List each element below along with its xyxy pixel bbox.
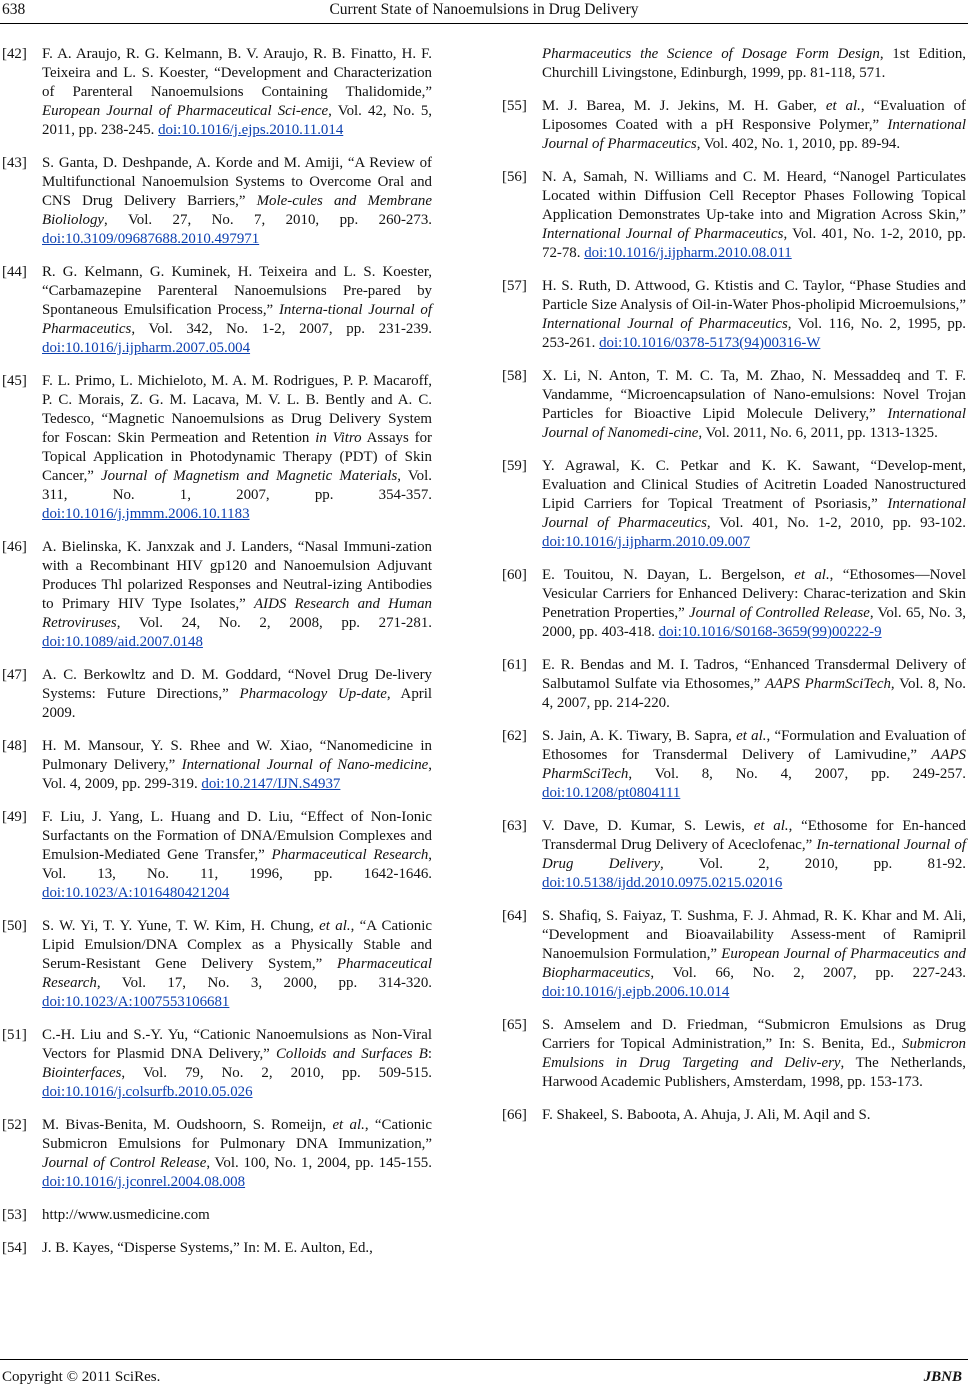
- reference-text: [42, 45, 432, 140]
- reference-segment: , April 2009.: [42, 686, 432, 721]
- doi-link[interactable]: doi:10.3109/09687688.2010.497971: [42, 231, 260, 247]
- italic-title: Journal of Control Release: [42, 1155, 207, 1171]
- italic-title: Interna-tional Journal of Pharmaceutics: [42, 302, 432, 337]
- reference-entry: [2, 1206, 432, 1225]
- reference-number: [502, 45, 542, 83]
- reference-segment: Y. Agrawal, K. C. Petkar and K. K. Sawant, “Develop-ment, Evaluation and Clinical Studies of Acitretin Loaded Nanostructured Lipid Carriers for Topical Treatment of Psoriasis,”: [542, 458, 966, 512]
- italic-title: Pharmacology Up-date: [239, 686, 387, 702]
- reference-number: [58]: [502, 368, 527, 384]
- reference-text: [42, 737, 432, 794]
- reference-entry: [2, 1026, 432, 1102]
- reference-segment: , “A Cationic Lipid Emulsion/DNA Complex as a Physically Stable and Serum-Resistant Gene Delivery System,”: [42, 918, 432, 972]
- reference-segment: E. Touitou, N. Dayan, L. Bergelson,: [542, 567, 795, 583]
- reference-entry: [2, 263, 432, 358]
- running-title: Current State of Nanoemulsions in Drug Delivery: [329, 1, 639, 18]
- reference-segment: , Vol. 17, No. 3, 2000, pp. 314-320.: [96, 975, 432, 991]
- reference-segment: A. C. Berkowltz and D. M. Goddard, “Novel Drug De-livery Systems: Future Directions,”: [42, 667, 432, 702]
- reference-number: [57]: [502, 278, 527, 294]
- reference-segment: , The Netherlands, Harwood Academic Publishers, Amsterdam, 1998, pp. 153-173.: [542, 1055, 966, 1090]
- italic-title: et al.: [794, 567, 830, 583]
- reference-segment: http://www.usmedicine.com: [42, 1207, 210, 1223]
- reference-segment: , Vol. 311, No. 1, 2007, pp. 354-357.: [42, 468, 432, 503]
- reference-segment: , Vol. 8, No. 4, 2007, pp. 249-257.: [628, 766, 966, 782]
- reference-segment: M. Bivas-Benita, M. Oudshoorn, S. Romeijn,: [42, 1117, 333, 1133]
- reference-segment: , Vol. 402, No. 1, 2010, pp. 89-94.: [696, 136, 901, 152]
- reference-segment: , Vol. 401, No. 1-2, 2010, pp. 93-102.: [706, 515, 966, 531]
- reference-segment: , Vol. 401, No. 1-2, 2010, pp. 72-78.: [542, 226, 966, 261]
- reference-number: [47]: [2, 667, 27, 683]
- italic-title: In-ternational Journal of Drug Delivery: [542, 837, 966, 872]
- reference-text: [42, 538, 432, 652]
- doi-link[interactable]: doi:10.1016/j.ijpharm.2007.05.004: [42, 340, 251, 356]
- reference-segment: , Vol. 4, 2009, pp. 299-319.: [42, 757, 432, 792]
- reference-text: [42, 1239, 432, 1258]
- reference-entry: [502, 907, 966, 1002]
- reference-entry: [502, 817, 966, 893]
- italic-title: Journal of Magnetism and Magnetic Materials: [101, 468, 398, 484]
- reference-number: [42]: [2, 46, 27, 62]
- reference-number: [56]: [502, 169, 527, 185]
- reference-text: [42, 808, 432, 903]
- reference-entry: [502, 97, 966, 154]
- reference-entry: [502, 1106, 966, 1125]
- italic-title: European Journal of Pharmaceutics and Biopharmaceutics: [542, 946, 966, 981]
- italic-title: Pharmaceutical Research: [271, 847, 429, 863]
- italic-title: et al.: [332, 1117, 365, 1133]
- reference-entry: [502, 457, 966, 552]
- reference-text: [542, 367, 966, 443]
- reference-segment: , “Cationic Submicron Emulsions for Pulmonary DNA Immunization,”: [42, 1117, 432, 1152]
- reference-number: [55]: [502, 98, 527, 114]
- reference-number: [62]: [502, 728, 527, 744]
- doi-link[interactable]: doi:10.1016/j.ijpharm.2010.09.007: [542, 534, 751, 550]
- reference-number: [54]: [2, 1240, 27, 1256]
- reference-entry: [2, 737, 432, 794]
- doi-link[interactable]: doi:10.2147/IJN.S4937: [201, 776, 341, 792]
- reference-segment: , Vol. 100, No. 1, 2004, pp. 145-155.: [206, 1155, 432, 1171]
- reference-number: [50]: [2, 918, 27, 934]
- italic-title: International Journal of Nano-medicine: [181, 757, 429, 773]
- italic-title: et al.: [825, 98, 861, 114]
- reference-segment: Assays for Topical Application in Photodynamic Therapy (PDT) of Skin Cancer,”: [42, 430, 432, 484]
- reference-segment: E. R. Bendas and M. I. Tadros, “Enhanced Transdermal Delivery of Salbutamol Sulfate via Ethosomes,”: [542, 657, 966, 692]
- reference-number: [64]: [502, 908, 527, 924]
- reference-segment: , Vol. 24, No. 2, 2008, pp. 271-281.: [116, 615, 432, 631]
- reference-entry: [2, 917, 432, 1012]
- reference-text: [542, 727, 966, 803]
- reference-text: [42, 666, 432, 723]
- reference-segment: V. Dave, D. Kumar, S. Lewis,: [542, 818, 754, 834]
- reference-entry: [2, 372, 432, 524]
- reference-segment: , “Ethosomes—Novel Vesicular Carriers for Enhanced Delivery: Charac-terization and Skin Penetration Properties,”: [542, 567, 966, 621]
- italic-title: Submicron Emulsions in Drug Targeting and Deliv-ery: [542, 1036, 966, 1071]
- doi-link[interactable]: doi:10.1089/aid.2007.0148: [42, 634, 203, 650]
- reference-segment: F. L. Primo, L. Michieloto, M. A. M. Rodrigues, P. P. Macaroff, P. C. Morais, Z. G. M. Lacava, M. V. L. B. Bently and A. C. Tedesco, “Magnetic Nanoemulsions as Drug Delivery System for Foscan: Skin Permeation and Retention: [42, 373, 432, 446]
- reference-number: [60]: [502, 567, 527, 583]
- reference-text: [42, 1026, 432, 1102]
- reference-number: [53]: [2, 1207, 27, 1223]
- reference-number: [51]: [2, 1027, 27, 1043]
- reference-segment: , Vol. 65, No. 3, 2000, pp. 403-418.: [542, 605, 966, 640]
- italic-title: International Journal of Pharmaceutics: [542, 316, 788, 332]
- reference-segment: , Vol. 2, 2010, pp. 81-92.: [660, 856, 967, 872]
- reference-segment: A. Bielinska, K. Janxzak and J. Landers, “Nasal Immuni-zation with a Recombinant HIV gp120 and Nanoemulsion Adjuvant Produces Thl polarized Responses and Neutral-izing Antibodies to Primary HIV Type Isolates,”: [42, 539, 432, 612]
- reference-segment: , “Formulation and Evaluation of Ethosomes for Transdermal Delivery of Lamivudine,”: [542, 728, 966, 763]
- reference-text: [42, 1206, 432, 1225]
- reference-segment: S. Jain, A. K. Tiwary, B. Sapra,: [542, 728, 737, 744]
- reference-segment: S. Shafiq, S. Faiyaz, T. Sushma, F. J. Ahmad, R. K. Khar and M. Ali, “Development and Bioavailability Assess-ment of Ramipril Nanoemulsion Formulation,”: [542, 908, 966, 962]
- reference-segment: R. G. Kelmann, G. Kuminek, H. Teixeira and L. S. Koester, “Carbamazepine Parenteral Nanoemulsions Pre-pared by Spontaneous Emulsification Process,”: [42, 264, 432, 318]
- reference-text: [542, 656, 966, 713]
- reference-entry: [502, 566, 966, 642]
- reference-number: [43]: [2, 155, 27, 171]
- reference-segment: , Vol. 66, No. 2, 2007, pp. 227-243.: [650, 965, 966, 981]
- page-number: 638: [2, 1, 26, 18]
- reference-segment: , “Ethosome for En-hanced Transdermal Drug Delivery of Aceclofenac,”: [542, 818, 966, 853]
- italic-title: Journal of Controlled Release: [688, 605, 870, 621]
- reference-entry: [502, 45, 966, 83]
- reference-text: [542, 907, 966, 1002]
- reference-segment: S. Ganta, D. Deshpande, A. Korde and M. Amiji, “A Review of Multifunctional Nanoemulsion Systems to Overcome Oral and CNS Drug Delivery Barriers,”: [42, 155, 432, 209]
- doi-link[interactable]: doi:10.1016/j.colsurfb.2010.05.026: [42, 1084, 253, 1100]
- reference-text: [42, 917, 432, 1012]
- reference-segment: :: [427, 1046, 432, 1062]
- reference-entry: [2, 538, 432, 652]
- references-left-column: [2, 45, 432, 1272]
- page-header: [0, 0, 968, 24]
- reference-segment: , Vol. 79, No. 2, 2010, pp. 509-515.: [121, 1065, 432, 1081]
- doi-link[interactable]: doi:10.1016/S0168-3659(99)00222-9: [658, 624, 882, 640]
- doi-link[interactable]: doi:10.1016/j.jconrel.2004.08.008: [42, 1174, 246, 1190]
- reference-entry: [2, 808, 432, 903]
- reference-segment: , Vol. 8, No. 4, 2007, pp. 214-220.: [542, 676, 966, 711]
- reference-segment: N. A, Samah, N. Williams and C. M. Heard, “Nanogel Particulates Located within Diffusion Cell Receptor Phases Following Topical Application Demonstrates Up-take into and Migration Across Skin,”: [542, 169, 966, 223]
- reference-segment: , Vol. 27, No. 7, 2010, pp. 260-273.: [104, 212, 432, 228]
- reference-segment: H. S. Ruth, D. Attwood, G. Ktistis and C. Taylor, “Phase Studies and Particle Size Analysis of Oil-in-Water Phos-pholipid Microemulsions,”: [542, 278, 966, 313]
- reference-text: [542, 97, 966, 154]
- italic-title: et al.: [753, 818, 789, 834]
- page-footer: [0, 1351, 968, 1386]
- reference-entry: [502, 367, 966, 443]
- reference-segment: , Vol. 342, No. 1-2, 2007, pp. 231-239.: [131, 321, 432, 337]
- reference-segment: , Vol. 116, No. 2, 1995, pp. 253-261.: [542, 316, 967, 351]
- italic-title: Pharmaceutical Research: [42, 956, 432, 991]
- italic-title: International Journal of Nanomedi-cine: [542, 406, 966, 441]
- reference-segment: , Vol. 2011, No. 6, 2011, pp. 1313-1325.: [698, 425, 938, 441]
- reference-entry: [2, 45, 432, 140]
- italic-title: Biointerfaces: [42, 1065, 122, 1081]
- reference-number: [49]: [2, 809, 27, 825]
- references-right-column: [502, 45, 966, 1139]
- reference-segment: S. Amselem and D. Friedman, “Submicron Emulsions as Drug Carriers for Topical Administration,” In: S. Benita, Ed.,: [542, 1017, 966, 1052]
- reference-segment: F. A. Araujo, R. G. Kelmann, B. V. Araujo, R. B. Finatto, H. F. Teixeira and L. S. Koester, “Development and Characterization of Parenteral Nanoemulsions Containing Thalidomide,”: [42, 46, 432, 100]
- italic-title: Colloids and Surfaces B: [276, 1046, 428, 1062]
- reference-text: [542, 168, 966, 263]
- reference-segment: H. M. Mansour, Y. S. Rhee and W. Xiao, “Nanomedicine in Pulmonary Delivery,”: [42, 738, 432, 773]
- reference-segment: X. Li, N. Anton, T. M. C. Ta, M. Zhao, N. Messaddeq and T. F. Vandamme, “Microencapsulation of Nano-emulsions: Novel Trojan Particles for Bioactive Lipid Molecule Delivery,”: [542, 368, 966, 422]
- reference-number: [59]: [502, 458, 527, 474]
- reference-entry: [502, 168, 966, 263]
- reference-segment: F. Liu, J. Yang, L. Huang and D. Liu, “Effect of Non-Ionic Surfactants on the Formation of DNA/Emulsion Complexes and Emulsion-Mediated Gene Transfer,”: [42, 809, 432, 863]
- italic-title: Mole-cules and Membrane Bioliology: [42, 193, 432, 228]
- reference-entry: [502, 1016, 966, 1092]
- reference-entry: [2, 1116, 432, 1192]
- reference-number: [44]: [2, 264, 27, 280]
- doi-link[interactable]: doi:10.1016/j.ejpb.2006.10.014: [542, 984, 730, 1000]
- reference-entry: [2, 666, 432, 723]
- reference-segment: , 1st Edition, Churchill Livingstone, Edinburgh, 1999, pp. 81-118, 571.: [542, 46, 966, 81]
- italic-title: et al.: [736, 728, 767, 744]
- reference-segment: , “Evaluation of Liposomes Coated with a pH Responsive Polymer,”: [542, 98, 967, 133]
- reference-number: [63]: [502, 818, 527, 834]
- reference-segment: , Vol. 13, No. 11, 1996, pp. 1642-1646.: [42, 847, 433, 882]
- doi-link[interactable]: doi:10.1016/j.ijpharm.2010.08.011: [584, 245, 792, 261]
- reference-number: [46]: [2, 539, 27, 555]
- reference-entry: [502, 277, 966, 353]
- reference-text: [542, 277, 966, 353]
- reference-text: [42, 154, 432, 249]
- reference-segment: S. W. Yi, T. Y. Yune, T. W. Kim, H. Chung,: [42, 918, 320, 934]
- reference-number: [45]: [2, 373, 27, 389]
- footer-rule: [0, 1359, 968, 1360]
- italic-title: International Journal of Pharmaceutics: [542, 117, 966, 152]
- doi-link[interactable]: doi:10.1023/A:1016480421204: [42, 885, 230, 901]
- italic-title: Pharmaceutics the Science of Dosage Form Design: [542, 46, 880, 62]
- italic-title: AAPS PharmSciTech: [542, 747, 966, 782]
- italic-title: International Journal of Pharmaceutics: [542, 496, 966, 531]
- copyright-notice: Copyright © 2011 SciRes.: [2, 1369, 161, 1385]
- italic-title: in Vitro: [315, 430, 362, 446]
- italic-title: European Journal of Pharmaceutical Sci-ence: [42, 103, 329, 119]
- reference-segment: J. B. Kayes, “Disperse Systems,” In: M. E. Aulton, Ed.,: [42, 1240, 373, 1256]
- reference-segment: M. J. Barea, M. J. Jekins, M. H. Gaber,: [542, 98, 826, 114]
- reference-text: [542, 817, 966, 893]
- reference-number: [65]: [502, 1017, 527, 1033]
- reference-segment: F. Shakeel, S. Baboota, A. Ahuja, J. Ali, M. Aqil and S.: [542, 1107, 871, 1123]
- reference-number: [48]: [2, 738, 27, 754]
- italic-title: International Journal of Pharmaceutics: [542, 226, 784, 242]
- reference-entry: [502, 727, 966, 803]
- reference-text: [42, 1116, 432, 1192]
- reference-text: [542, 566, 966, 642]
- header-rule: [0, 23, 968, 24]
- reference-number: [66]: [502, 1107, 527, 1123]
- reference-segment: C.-H. Liu and S.-Y. Yu, “Cationic Nanoemulsions as Non-Viral Vectors for Plasmid DNA Delivery,”: [42, 1027, 432, 1062]
- reference-segment: , Vol. 42, No. 5, 2011, pp. 238-245.: [42, 103, 432, 138]
- doi-link[interactable]: doi:10.1016/j.jmmm.2006.10.1183: [42, 506, 250, 522]
- doi-link[interactable]: doi:10.1023/A:1007553106681: [42, 994, 230, 1010]
- reference-text: [42, 263, 432, 358]
- reference-text: [542, 45, 966, 83]
- journal-abbreviation: JBNB: [923, 1369, 962, 1385]
- doi-link[interactable]: doi:10.1016/j.ejps.2010.11.014: [158, 122, 344, 138]
- reference-text: [42, 372, 432, 524]
- italic-title: AAPS PharmSciTech: [765, 676, 891, 692]
- reference-text: [542, 1106, 966, 1125]
- reference-number: [61]: [502, 657, 527, 673]
- reference-text: [542, 457, 966, 552]
- doi-link[interactable]: doi:10.1208/pt0804111: [542, 785, 681, 801]
- reference-entry: [502, 656, 966, 713]
- italic-title: et al.: [319, 918, 351, 934]
- reference-number: [52]: [2, 1117, 27, 1133]
- reference-entry: [2, 1239, 432, 1258]
- doi-link[interactable]: doi:10.5138/ijdd.2010.0975.0215.02016: [542, 875, 783, 891]
- reference-entry: [2, 154, 432, 249]
- italic-title: AIDS Research and Human Retroviruses: [42, 596, 432, 631]
- doi-link[interactable]: doi:10.1016/0378-5173(94)00316-W: [599, 335, 821, 351]
- reference-text: [542, 1016, 966, 1092]
